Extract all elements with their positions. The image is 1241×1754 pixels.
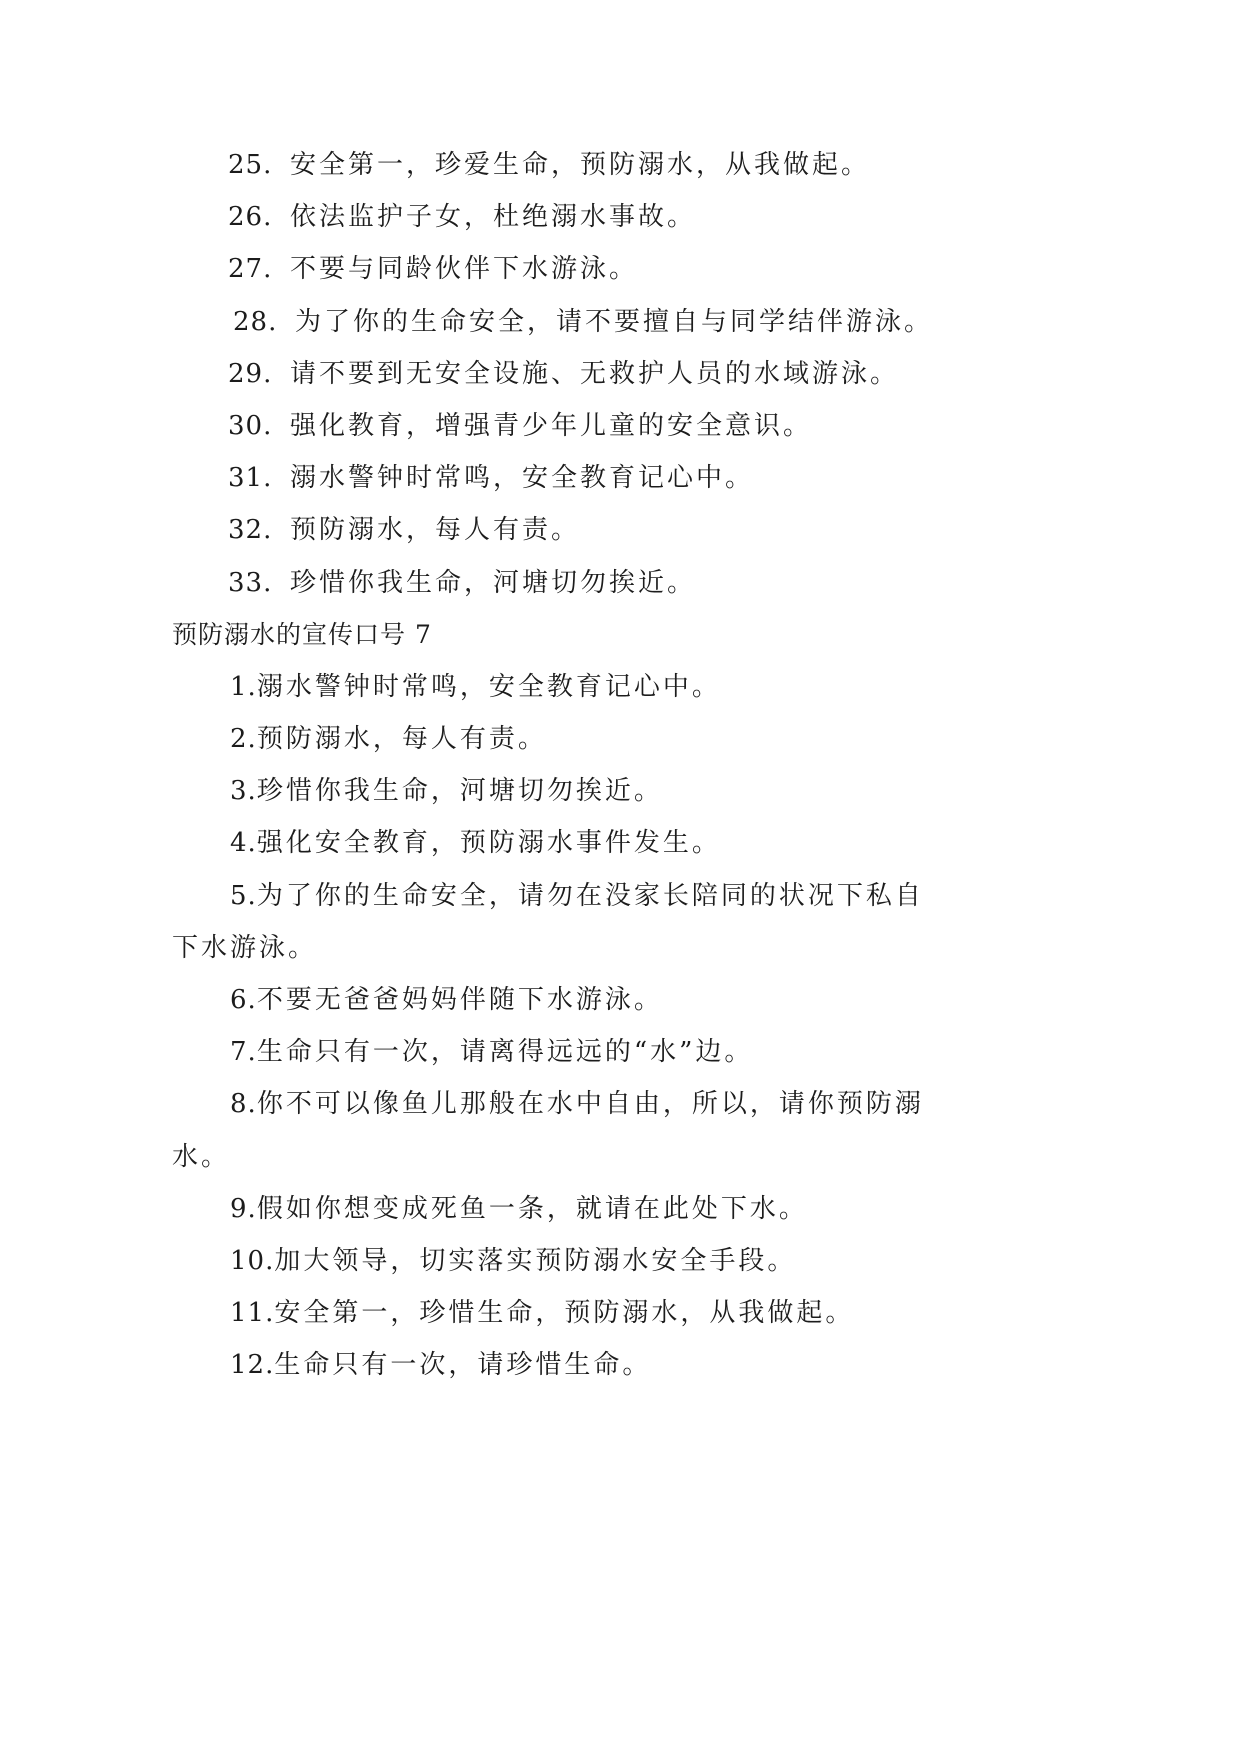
item-number: 30. <box>228 410 273 441</box>
list-item <box>0 1078 1241 1130</box>
item-text: 生命只有一次，请离得远远的“水”边。 <box>256 1037 754 1068</box>
item-number: 29. <box>228 358 273 389</box>
item-text: 为了你的生命安全，请勿在没家长陪同的状况下私自 <box>256 880 924 911</box>
list-item <box>0 296 1241 348</box>
item-text: 不要与同龄伙伴下水游泳。 <box>290 254 639 285</box>
item-number: 3. <box>230 776 257 807</box>
item-text: 生命只有一次，请珍惜生命。 <box>274 1350 652 1381</box>
item-text: 溺水警钟时常鸣，安全教育记心中。 <box>290 463 755 494</box>
item-text: 强化安全教育，预防溺水事件发生。 <box>256 828 721 859</box>
item-text: 假如你想变成死鱼一条，就请在此处下水。 <box>256 1193 808 1224</box>
item-text-continuation: 下水游泳。 <box>172 932 318 963</box>
item-text: 为了你的生命安全，请不要擅自与同学结伴游泳。 <box>295 306 934 337</box>
item-number: 7. <box>230 1037 257 1068</box>
item-text: 强化教育，增强青少年儿童的安全意识。 <box>290 410 813 441</box>
item-number: 26. <box>228 202 273 233</box>
list-item <box>0 400 1241 452</box>
item-number: 2. <box>230 724 257 755</box>
item-text: 安全第一，珍惜生命，预防溺水，从我做起。 <box>274 1298 855 1329</box>
item-number: 9. <box>230 1193 257 1224</box>
item-text: 请不要到无安全设施、无救护人员的水域游泳。 <box>290 358 900 389</box>
document-body <box>0 139 1241 1392</box>
item-text: 不要无爸爸妈妈伴随下水游泳。 <box>256 985 663 1015</box>
list-item <box>0 1287 1241 1339</box>
section-heading: 预防溺水的宣传口号 7 <box>172 619 432 649</box>
item-number: 6. <box>230 985 257 1015</box>
item-number: 5. <box>230 880 257 911</box>
item-number: 32. <box>228 515 273 546</box>
list-item <box>0 1339 1241 1391</box>
list-item <box>0 1026 1241 1078</box>
list-item <box>0 504 1241 556</box>
item-number: 25. <box>228 150 273 180</box>
item-number: 28. <box>233 306 278 337</box>
list-item <box>0 557 1241 609</box>
item-number: 11. <box>230 1298 275 1329</box>
item-number: 33. <box>228 567 273 598</box>
item-text: 预防溺水，每人有责。 <box>290 515 581 546</box>
list-item <box>0 1235 1241 1287</box>
list-item <box>0 139 1241 191</box>
list-item <box>0 765 1241 817</box>
item-text: 加大领导，切实落实预防溺水安全手段。 <box>274 1245 797 1276</box>
list-item <box>0 817 1241 869</box>
item-number: 8. <box>230 1089 257 1120</box>
item-number: 10. <box>230 1245 275 1276</box>
item-number: 4. <box>230 828 257 859</box>
list-item <box>0 452 1241 504</box>
item-text: 安全第一，珍爱生命，预防溺水，从我做起。 <box>290 150 871 180</box>
item-number: 27. <box>228 254 273 285</box>
list-item <box>0 974 1241 1026</box>
item-text: 珍惜你我生命，河塘切勿挨近。 <box>256 776 663 807</box>
list-item <box>0 661 1241 713</box>
item-text-continuation: 水。 <box>172 1141 231 1172</box>
item-number: 1. <box>230 671 257 702</box>
list-item <box>0 1183 1241 1235</box>
item-text: 珍惜你我生命，河塘切勿挨近。 <box>290 567 697 598</box>
item-number: 12. <box>230 1350 275 1381</box>
list-item <box>0 713 1241 765</box>
item-number: 31. <box>228 463 273 494</box>
list-item <box>0 243 1241 295</box>
list-item <box>0 191 1241 243</box>
item-text: 你不可以像鱼儿那般在水中自由，所以，请你预防溺 <box>256 1089 924 1120</box>
list-item <box>0 870 1241 922</box>
list-item <box>0 348 1241 400</box>
item-text: 预防溺水，每人有责。 <box>256 724 547 755</box>
item-text: 依法监护子女，杜绝溺水事故。 <box>290 202 697 233</box>
item-text: 溺水警钟时常鸣，安全教育记心中。 <box>256 671 721 702</box>
